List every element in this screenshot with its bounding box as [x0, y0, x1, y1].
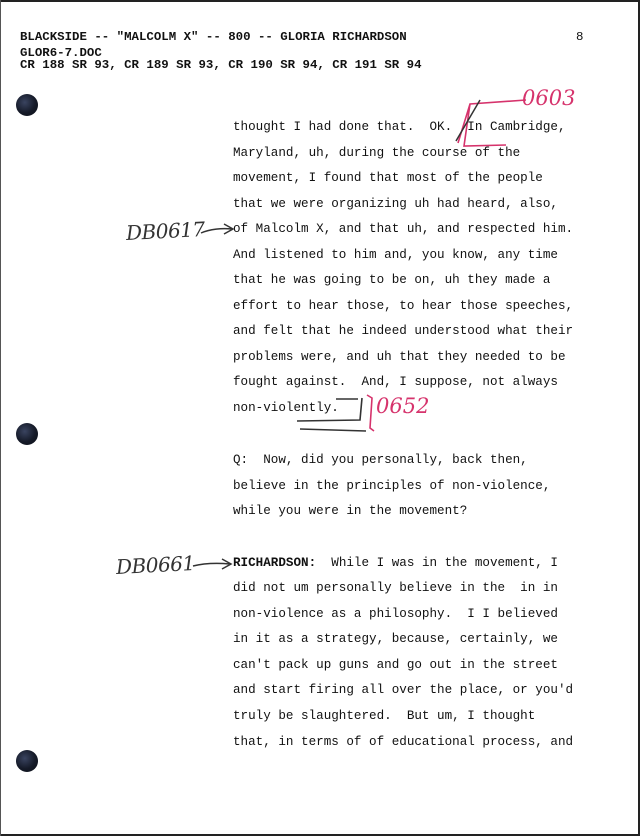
speaker-label: RICHARDSON:: [233, 556, 317, 570]
marker-db0661: DB0661: [115, 550, 196, 580]
header-reel-codes: CR 188 SR 93, CR 189 SR 93, CR 190 SR 94, CR 191 SR 94: [20, 58, 422, 72]
timecode-0652: 0652: [376, 394, 430, 418]
answer-line-4: in it as a strategy, because, certainly, we: [233, 632, 558, 646]
marker-db0617: DB0617: [125, 216, 206, 246]
answer-line-6: and start firing all over the place, or you'd: [233, 683, 574, 697]
answer-line-7: truly be slaughtered. But um, I thought: [233, 709, 536, 723]
punch-hole-top: [16, 94, 38, 116]
body-line-2: Maryland, uh, during the course of the: [233, 146, 521, 160]
question-line-3: while you were in the movement?: [233, 504, 468, 518]
answer-line-3: non-violence as a philosophy. I I believed: [233, 607, 558, 621]
black-underline-mark: [300, 429, 366, 431]
red-bracket-mark: [367, 395, 374, 431]
body-line-9: and felt that he indeed understood what their: [233, 324, 574, 338]
body-line-4: that we were organizing uh had heard, also,: [233, 197, 558, 211]
punch-hole-bottom: [16, 750, 38, 772]
scan-border-left: [0, 0, 1, 836]
header-title: BLACKSIDE -- "MALCOLM X" -- 800 -- GLORIA RICHARDSON: [20, 30, 407, 44]
arrow-db0617: [201, 224, 233, 234]
answer-line-1-text: While I was in the movement, I: [316, 556, 558, 570]
body-line-8: effort to hear those, to hear those speeches,: [233, 299, 574, 313]
page-number: 8: [576, 30, 584, 44]
arrow-db0661: [193, 559, 231, 569]
body-line-3: movement, I found that most of the people: [233, 171, 543, 185]
question-line-2: believe in the principles of non-violence,: [233, 479, 551, 493]
scan-border-top: [0, 0, 640, 2]
answer-line-5: can't pack up guns and go out in the street: [233, 658, 558, 672]
header-filename: GLOR6-7.DOC: [20, 46, 102, 60]
body-line-6: And listened to him and, you know, any time: [233, 248, 558, 262]
body-line-1: thought I had done that. OK. In Cambridge,: [233, 120, 566, 134]
body-line-12: non-violently.: [233, 401, 339, 415]
answer-line-2: did not um personally believe in the in in: [233, 581, 558, 595]
body-line-11: fought against. And, I suppose, not always: [233, 375, 558, 389]
body-line-7: that he was going to be on, uh they made a: [233, 273, 551, 287]
question-line-1: Q: Now, did you personally, back then,: [233, 453, 528, 467]
timecode-0603: 0603: [522, 86, 576, 110]
answer-line-1: [233, 556, 558, 570]
body-line-10: problems were, and uh that they needed to be: [233, 350, 566, 364]
body-line-5: of Malcolm X, and that uh, and respected him.: [233, 222, 574, 236]
answer-line-8: that, in terms of of educational process, and: [233, 735, 574, 749]
punch-hole-middle: [16, 423, 38, 445]
